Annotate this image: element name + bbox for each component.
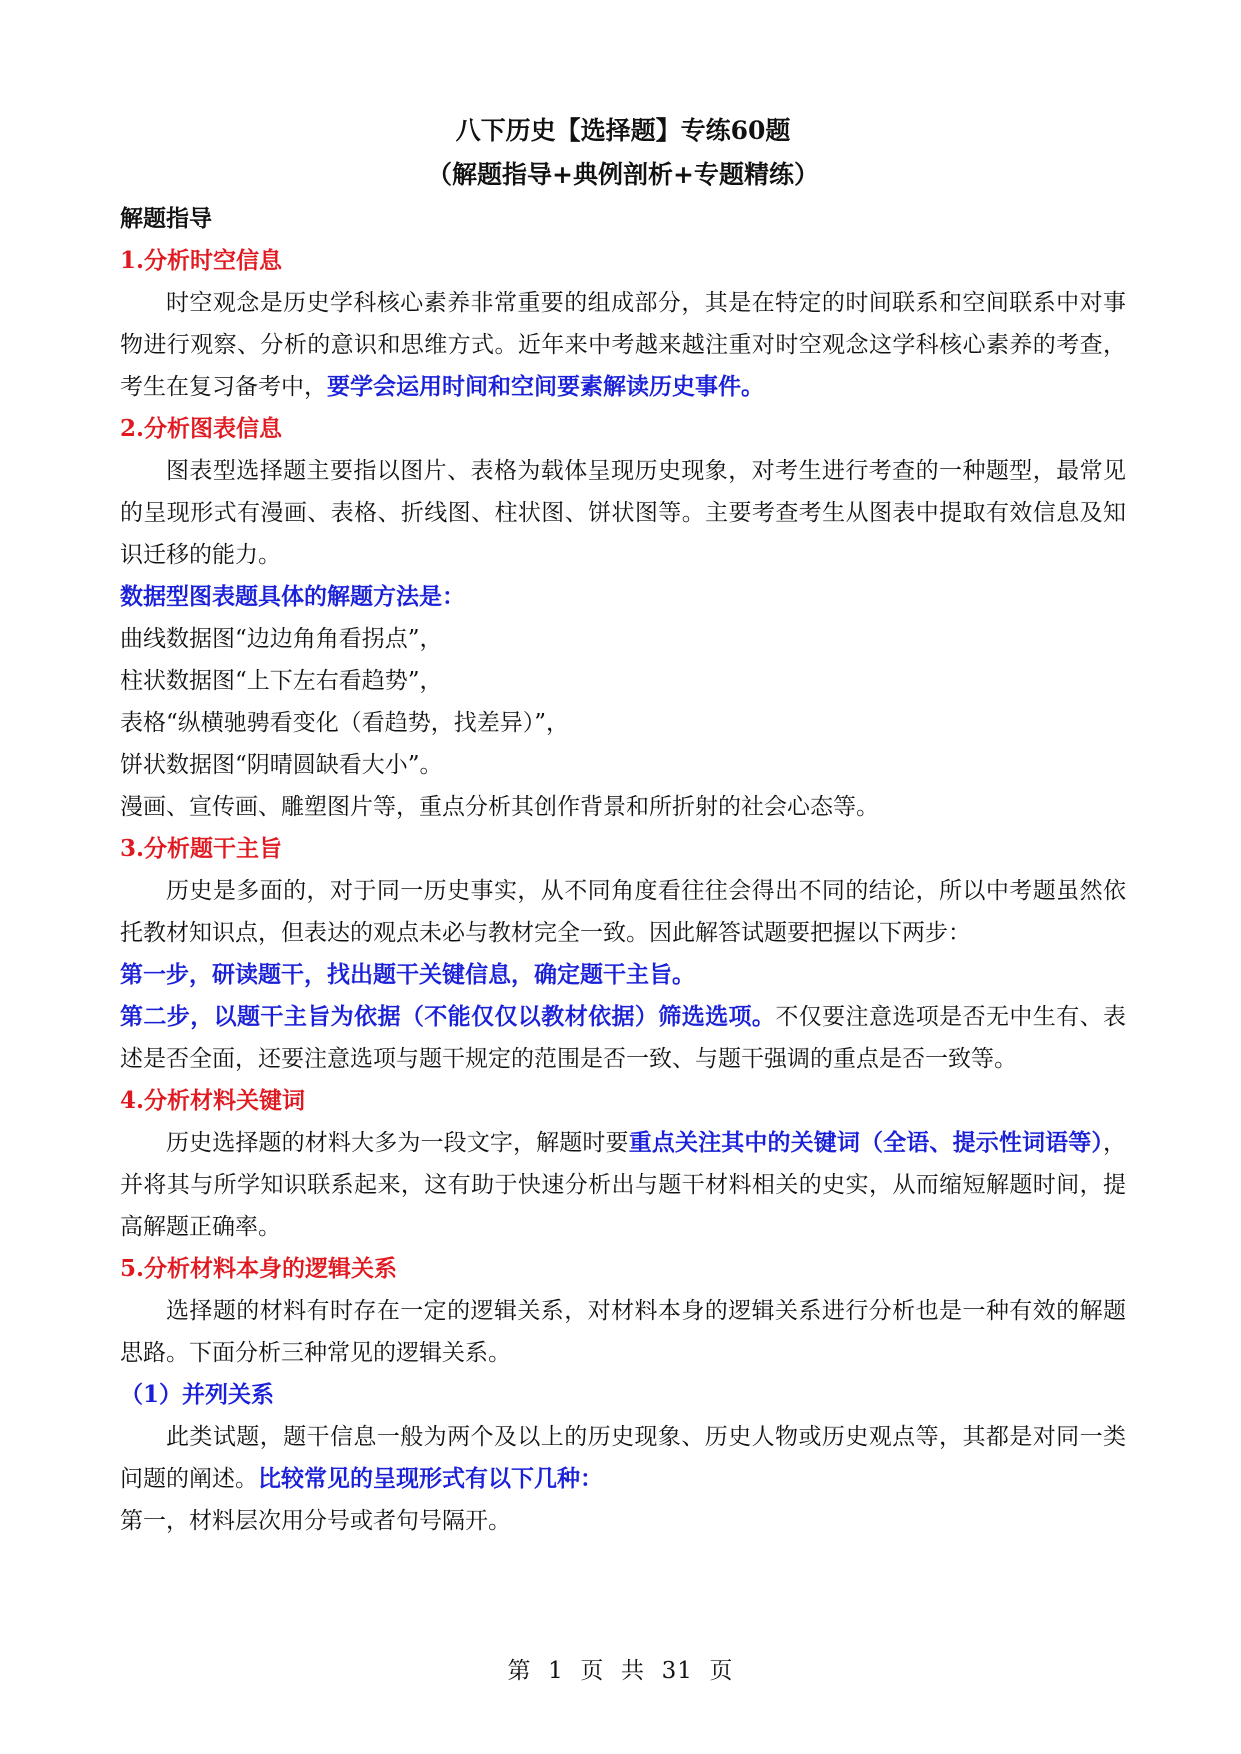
section-3-paragraph: 历史是多面的，对于同一历史事实，从不同角度看往往会得出不同的结论，所以中考题虽然依托教材知识点，但表达的观点未必与教材完全一致。因此解答试题要把握以下两步： <box>120 878 1126 946</box>
section-1-emphasis: 要学会运用时间和空间要素解读历史事件。 <box>327 373 764 400</box>
section-5-paragraph: 选择题的材料有时存在一定的逻辑关系，对材料本身的逻辑关系进行分析也是一种有效的解题思路。下面分析三种常见的逻辑关系。 <box>120 1298 1126 1366</box>
section-4-text-b: ，并将其与所学知识联系起来，这有助于快速分析出与题干材料相关的史实，从而缩短解题时间，提高解题正确率。 <box>120 1130 1127 1240</box>
section-4-heading: 4.分析材料关键词 <box>120 1087 306 1114</box>
section-3-step-1: 第一步，研读题干，找出题干关键信息，确定题干主旨。 <box>120 961 695 988</box>
section-1-text: 时空观念是历史学科核心素养非常重要的组成部分，其是在特定的时间联系和空间联系中对事物进行观察、分析的意识和思维方式。近年来中考越来越注重对时空观念这学科核心素养的考查，考生在复习备考中， <box>120 290 1126 400</box>
method-line: 曲线数据图“边边角角看拐点”， <box>120 626 443 652</box>
page-content <box>120 112 1126 1542</box>
section-4-emphasis: 重点关注其中的关键词（全语、提示性词语等） <box>628 1129 1104 1156</box>
section-1-heading: 1.分析时空信息 <box>120 247 283 274</box>
section-3-step-2 <box>120 996 1126 1080</box>
section-2-paragraph: 图表型选择题主要指以图片、表格为载体呈现历史现象，对考生进行考查的一种题型，最常见的呈现形式有漫画、表格、折线图、柱状图、饼状图等。主要考查考生从图表中提取有效信息及知识迁移的能力。 <box>120 458 1126 568</box>
section-5-paragraph-2 <box>120 1416 1126 1500</box>
document-subtitle: （解题指导+典例剖析+专题精练） <box>427 160 819 189</box>
section-5-sub-heading: （1）并列关系 <box>120 1381 275 1408</box>
page-number: 第 1 页 共 31 页 <box>507 1658 734 1684</box>
page-footer <box>0 1652 1241 1685</box>
section-5-emphasis: 比较常见的呈现形式有以下几种： <box>258 1465 603 1492</box>
section-3-step-2-text: 不仅要注意选项是否无中生有、表述是否全面，还要注意选项与题干规定的范围是否一致、与题干强调的重点是否一致等。 <box>120 1004 1127 1072</box>
section-2-heading: 2.分析图表信息 <box>120 415 283 442</box>
method-line: 漫画、宣传画、雕塑图片等，重点分析其创作背景和所折射的社会心态等。 <box>120 794 879 820</box>
method-line: 柱状数据图“上下左右看趋势”， <box>120 668 443 694</box>
document-title: 八下历史【选择题】专练60题 <box>455 116 791 145</box>
section-1-paragraph <box>120 282 1126 408</box>
section-3-heading: 3.分析题干主旨 <box>120 835 283 862</box>
guide-heading: 解题指导 <box>120 205 212 232</box>
section-2-method-heading: 数据型图表题具体的解题方法是： <box>120 583 465 610</box>
section-5-paragraph-3: 第一，材料层次用分号或者句号隔开。 <box>120 1508 511 1534</box>
section-5-text: 此类试题，题干信息一般为两个及以上的历史现象、历史人物或历史观点等，其都是对同一类问题的阐述。 <box>120 1424 1126 1492</box>
section-4-text-a: 历史选择题的材料大多为一段文字，解题时要 <box>166 1130 629 1156</box>
section-3-step-2-emphasis: 第二步，以题干主旨为依据（不能仅仅以教材依据）筛选选项。 <box>120 1003 776 1030</box>
section-5-heading: 5.分析材料本身的逻辑关系 <box>120 1255 398 1282</box>
section-4-paragraph <box>120 1122 1126 1248</box>
method-line: 饼状数据图“阴晴圆缺看大小”。 <box>120 752 443 778</box>
method-line: 表格“纵横驰骋看变化（看趋势，找差异）”， <box>120 710 570 736</box>
